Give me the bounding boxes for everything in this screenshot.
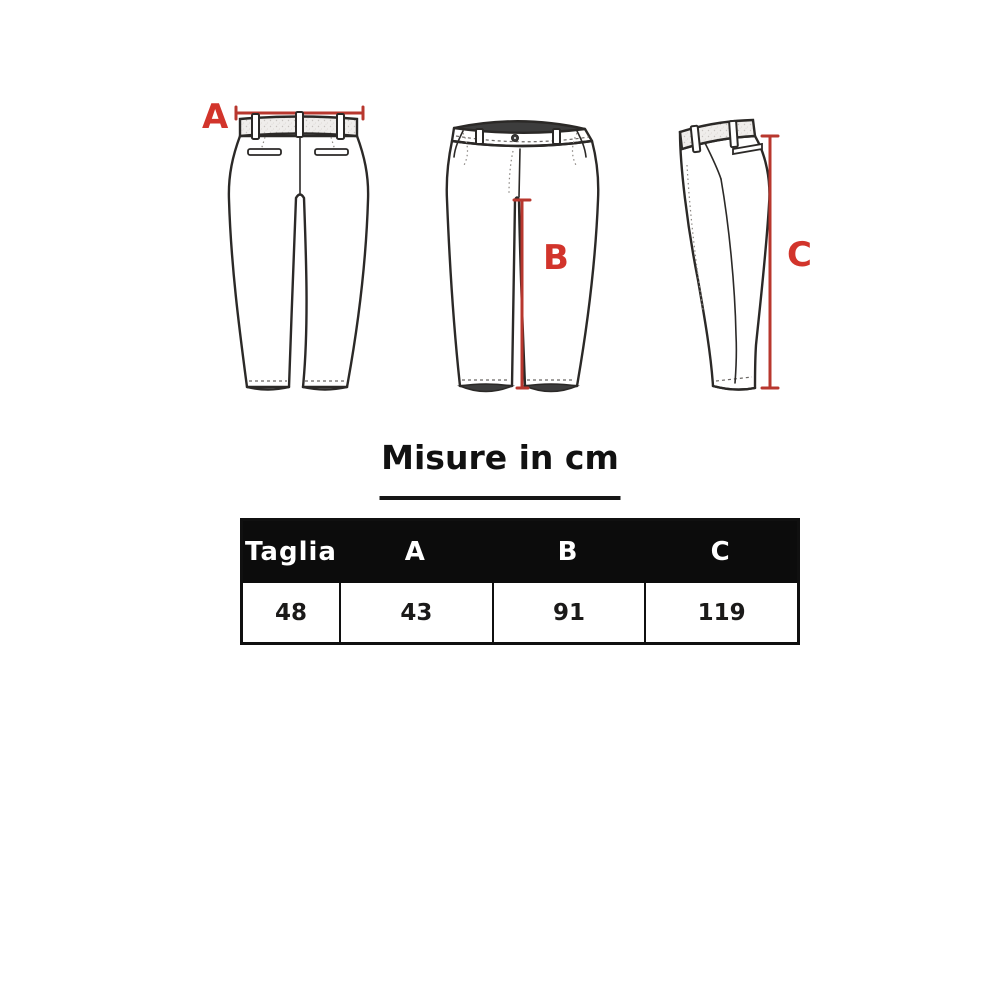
column-header-taglia: Taglia bbox=[245, 537, 337, 567]
size-value: 48 bbox=[274, 599, 307, 626]
pocket-opening bbox=[454, 131, 463, 157]
size-table bbox=[240, 518, 800, 645]
front-waistband bbox=[452, 121, 592, 146]
back-pockets bbox=[248, 137, 348, 155]
crease-line bbox=[721, 179, 736, 383]
measure-c-value: 119 bbox=[644, 583, 797, 642]
measure-label-a: A bbox=[202, 97, 229, 137]
belt-loop bbox=[337, 114, 344, 139]
welt-pocket bbox=[248, 149, 281, 155]
center-front-seam bbox=[519, 149, 520, 197]
pants-side-view bbox=[665, 105, 830, 405]
front-hems bbox=[460, 380, 577, 392]
welt-pocket bbox=[315, 149, 348, 155]
page-title: Misure in cm bbox=[381, 438, 619, 477]
waistband-inner-dark bbox=[454, 121, 585, 133]
column-header-a: A bbox=[404, 537, 426, 567]
belt-loop bbox=[553, 129, 560, 144]
pants-side-body bbox=[680, 132, 769, 390]
measure-b-line bbox=[514, 200, 530, 388]
pants-front-view bbox=[445, 105, 605, 405]
measure-a-value: 43 bbox=[339, 583, 492, 642]
title-underline bbox=[380, 496, 621, 500]
belt-loop bbox=[476, 129, 483, 144]
hem-edge bbox=[713, 386, 755, 390]
pants-back-body bbox=[229, 136, 368, 390]
back-waistband bbox=[240, 112, 357, 139]
measure-b-value: 91 bbox=[492, 583, 645, 642]
table-row bbox=[243, 583, 797, 642]
column-header-b: B bbox=[557, 537, 579, 567]
pocket-opening bbox=[577, 131, 586, 157]
size-table-header-row bbox=[243, 521, 797, 583]
belt-loop bbox=[729, 121, 738, 147]
belt-loop bbox=[252, 114, 259, 139]
front-pocket-line bbox=[705, 143, 721, 179]
belt-loop bbox=[296, 112, 303, 137]
belt-loop bbox=[691, 126, 701, 153]
measure-label-c: C bbox=[787, 235, 812, 275]
measure-label-b: B bbox=[543, 238, 569, 278]
pants-back-view bbox=[215, 95, 385, 405]
fly-stitch bbox=[509, 151, 513, 194]
column-header-c: C bbox=[710, 537, 731, 567]
